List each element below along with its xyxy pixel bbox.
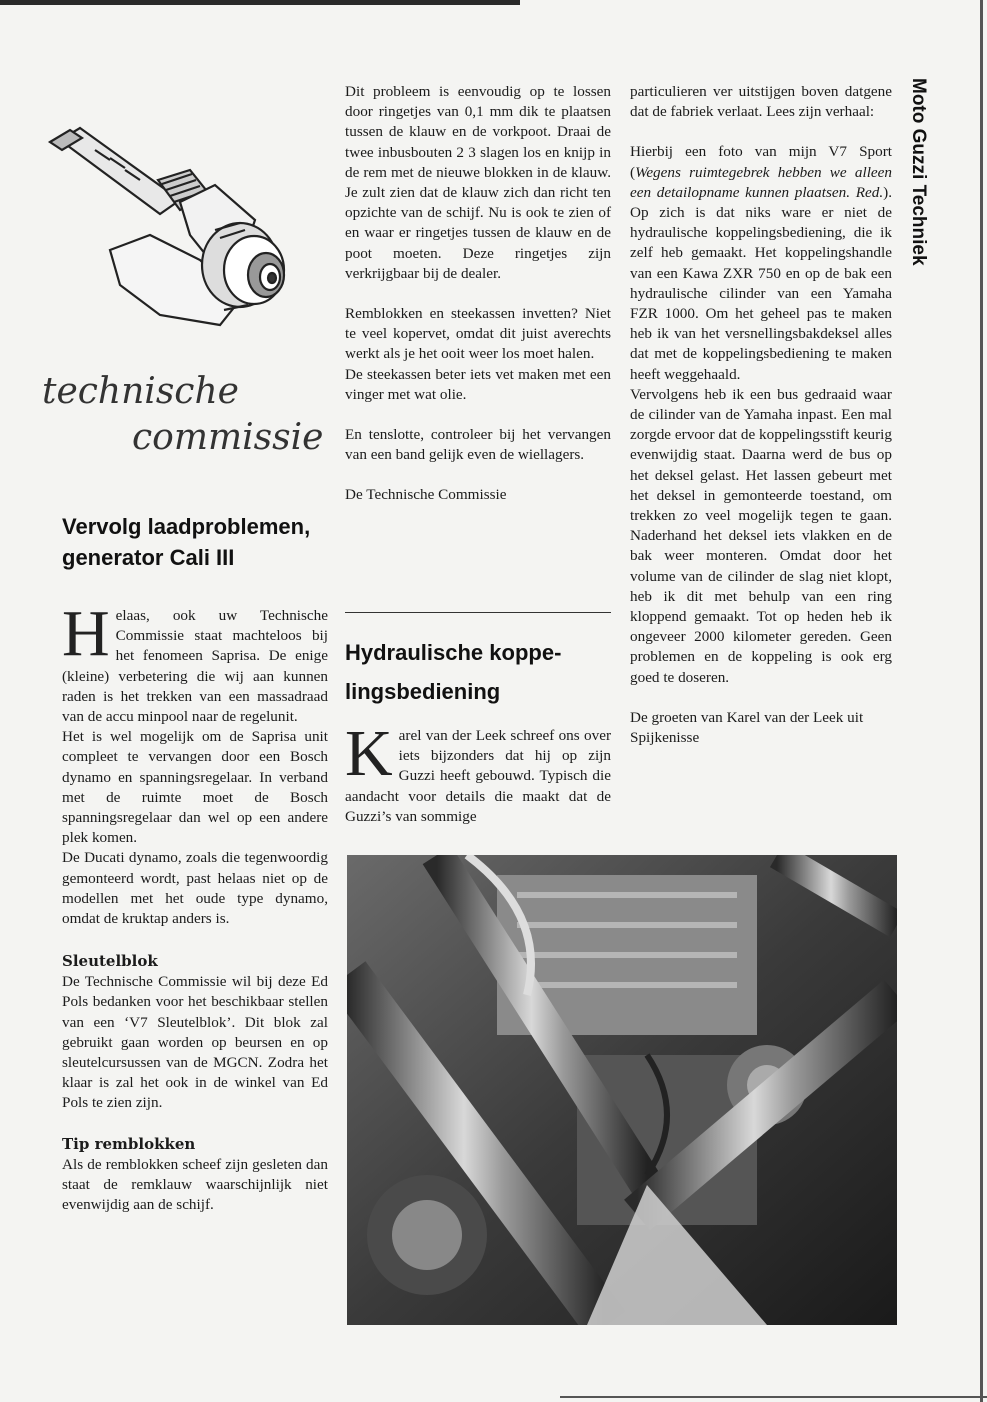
editor-note: Wegens ruimtegebrek hebben we alleen een detailopname kunnen plaatsen. Red. xyxy=(630,163,892,201)
section-logo-line1: technische xyxy=(42,371,239,412)
article1-title-line1: Vervolg laadproblemen, xyxy=(62,514,311,539)
article1-paragraph-3: De Ducati dynamo, zoals die tegenwoordig gemonteerd wordt, past helaas niet op de modellen met het oude type dynamo, omdat de kruktap anders is. xyxy=(62,849,328,928)
subheading-sleutelblok: Sleutelblok xyxy=(62,952,158,971)
scan-edge-right xyxy=(980,0,983,1402)
article2-intro xyxy=(345,717,611,827)
column3-paragraph-4: De groeten van Karel van der Leek uit Spijkenisse xyxy=(630,708,864,747)
column2-signoff: De Technische Commissie xyxy=(345,486,507,504)
article1-paragraph-4: De Technische Commissie wil bij deze Ed Pols bedanken voor het beschikbaar stellen van een ‘V7 Sleutelblok’. Dit blok zal gebruikt gaan worden op beursen en op sleutelcursussen van de MGCN. Zodra het klaar is zal het ook in de winkel van Ed Pols te zien zijn. xyxy=(62,973,328,1112)
column2-paragraph-3: De steekassen beter iets vet maken met een vinger met wat olie. xyxy=(345,365,611,403)
article1-title-line2: generator Cali III xyxy=(62,545,235,570)
column-1 xyxy=(62,597,328,1215)
scan-edge-bottom xyxy=(560,1396,987,1398)
dropcap-h: H xyxy=(62,597,110,670)
column3-paragraph-2: Hierbij een foto van mijn V7 Sport (Wegens ruimtegebrek hebben we alleen een detailopname kunnen plaatsen. Red.). Op zich is dat niks ware er niet de hydraulische koppelingsbediening, die ik zelf heb gemaakt. Het koppelingshandle van een Kawa ZXR 750 en op de bak een hydraulische cilinder van een Yamaha FZR 1000. Om het geheel pas te maken heb ik van het versnellingsbakdeksel alles dat met de koppelingsbediening te maken heeft weggehaald. xyxy=(630,143,892,383)
side-title-text: Moto Guzzi Techniek xyxy=(908,78,929,266)
column2-paragraph-2: Remblokken en steekassen invetten? Niet te veel kopervet, omdat dit juist averechts werkt als je het ooit weer los moet halen. xyxy=(345,305,611,363)
column2-divider xyxy=(345,612,611,613)
dropcap-k: K xyxy=(345,717,393,790)
article1-paragraph-5: Als de remblokken scheef zijn gesleten dan staat de remklauw waarschijnlijk niet evenwijdig aan de schijf. xyxy=(62,1155,328,1214)
column2-paragraph-4: En tenslotte, controleer bij het vervangen van een band gelijk even de wiellagers. xyxy=(345,426,611,464)
column2-paragraph-1: Dit probleem is eenvoudig op te lossen door ringetjes van 0,1 mm dik te plaatsen tussen de klauw en de vorkpoot. Draai de twee inbusbouten 2 3 slagen los en knijp in de rem met de nieuwe blokken in de klauw. Je zult zien dat de klauw zich dan richt ten opzichte van de schijf. Nu is ook te zien of en waar er ringetjes tussen de klauw en de poot moeten. Deze ringetjes zijn verkrijgbaar bij de dealer. xyxy=(345,83,611,282)
subheading-tip-remblokken: Tip remblokken xyxy=(62,1134,196,1153)
column3-paragraph-1: particulieren ver uitstijgen boven datgene dat de fabriek verlaat. Lees zijn verhaal: xyxy=(630,83,892,121)
scan-edge-top xyxy=(0,0,520,5)
section-logo-line2: commissie xyxy=(132,417,324,458)
article2-title-line1: Hydraulische koppe- xyxy=(345,640,562,665)
crankshaft-illustration xyxy=(40,110,310,350)
article1-paragraph-2: Het is wel mogelijk om de Saprisa unit compleet te vervangen door een Bosch dynamo en spanningsregelaar. In verband met de ruimte moet de Bosch spanningsregelaar dan wel op een andere plek komen. xyxy=(62,728,328,847)
clutch-detail-photo xyxy=(347,855,897,1325)
article2-paragraph-1: Karel van der Leek schreef ons over iets bijzonders dat hij op zijn Guzzi heeft gebouwd. Typisch die aandacht voor details die maakt dat de Guzzi’s van sommige xyxy=(345,717,611,825)
article1-paragraph-1: Helaas, ook uw Technische Commissie staat machteloos bij het fenomeen Saprisa. De enige (kleine) verbetering die wij aan kunnen raden is het trekken van een massadraad van de accu minpool naar de regelunit. xyxy=(62,597,328,726)
column-3 xyxy=(630,82,892,748)
column3-paragraph-3: Vervolgens heb ik een bus gedraaid waar de cilinder van de Yamaha inpast. Een mal zorgde ervoor dat de koppelingsstift keurig evenwijdig staat. Daarna werd de bus op het deksel gelast. Het lassen gebeurt met het deksel in gemonteerde toestand, om trekken zo veel mogelijk tegen te gaan. Naderhand het deksel iets vlakken en de bak weer monteren. Omdat door het volume van de cilinder de slag niet klopt, heb ik dit met behulp van een ring kloppend gemaakt. Tot op heden heb ik ongeveer 2000 kilometer gereden. Geen problemen en de koppeling is ook erg goed te doseren. xyxy=(630,385,892,686)
side-title xyxy=(898,78,938,328)
article2-title-line2: lingsbediening xyxy=(345,679,501,704)
column-2 xyxy=(345,82,611,506)
